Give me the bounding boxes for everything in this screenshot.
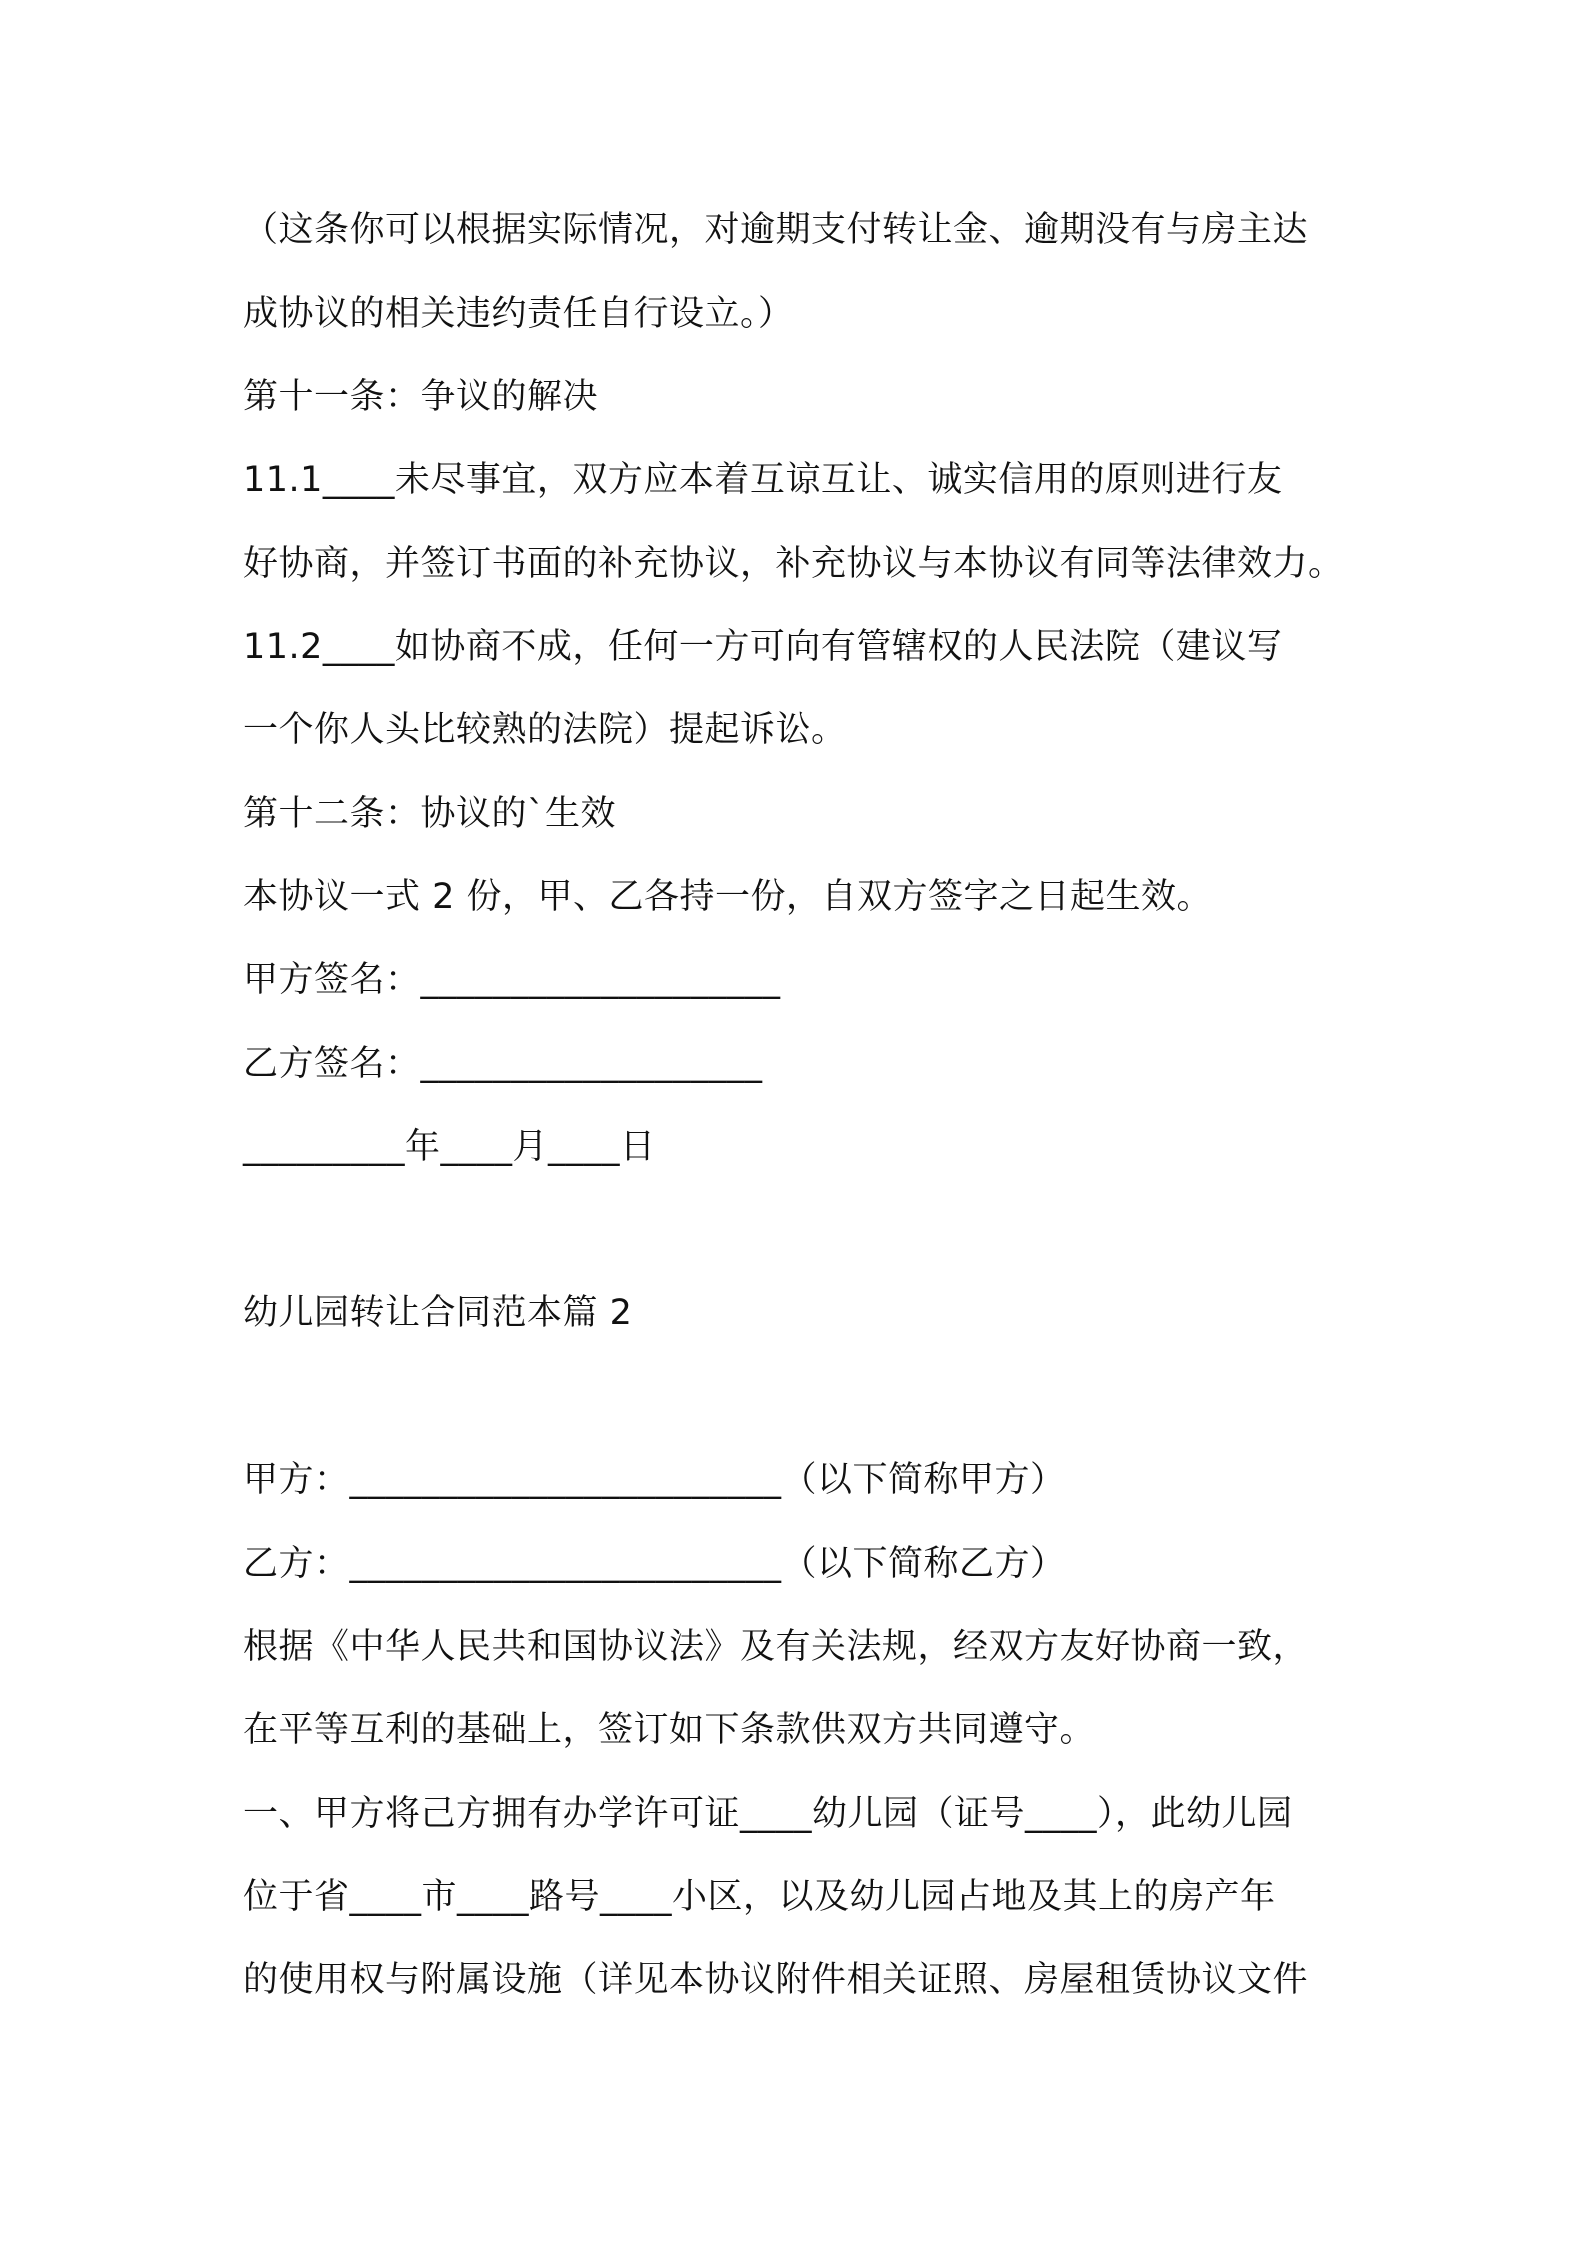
date-line: _________年____月____日 <box>243 1127 656 1167</box>
preamble-line-1: 根据《中华人民共和国协议法》及有关法规，经双方友好协商一致， <box>243 1627 1309 1667</box>
paragraph-note-line-1: （这条你可以根据实际情况，对逾期支付转让金、逾期没有与房主达 <box>243 210 1309 250</box>
party-b-line: 乙方：________________________（以下简称乙方） <box>243 1544 1066 1584</box>
paragraph-note-line-2: 成协议的相关违约责任自行设立。） <box>243 294 794 334</box>
clause-11-1-line-2: 好协商，并签订书面的补充协议，补充协议与本协议有同等法律效力。 <box>243 544 1344 584</box>
clause-12-text: 本协议一式 2 份，甲、乙各持一份，自双方签字之日起生效。 <box>243 877 1213 917</box>
party-a-signature-line: 甲方签名：____________________ <box>243 960 781 1000</box>
clause-1-line-1: 一、甲方将己方拥有办学许可证____幼儿园（证号____），此幼儿园 <box>243 1794 1293 1834</box>
section-heading-article-12: 第十二条：协议的`生效 <box>243 794 617 834</box>
section-heading-article-11: 第十一条：争议的解决 <box>243 377 599 417</box>
clause-1-line-3: 的使用权与附属设施（详见本协议附件相关证照、房屋租赁协议文件 <box>243 1960 1309 2000</box>
clause-11-2-line-2: 一个你人头比较熟的法院）提起诉讼。 <box>243 710 847 750</box>
clause-1-line-2: 位于省____市____路号____小区，以及幼儿园占地及其上的房产年 <box>243 1877 1276 1917</box>
preamble-line-2: 在平等互利的基础上，签订如下条款供双方共同遵守。 <box>243 1710 1096 1750</box>
clause-11-2-line-1: 11.2____如协商不成，任何一方可向有管辖权的人民法院（建议写 <box>243 627 1283 667</box>
party-a-line: 甲方：________________________（以下简称甲方） <box>243 1460 1066 1500</box>
party-b-signature-line: 乙方签名：___________________ <box>243 1044 763 1084</box>
document-title-part-2: 幼儿园转让合同范本篇 2 <box>243 1293 633 1333</box>
clause-11-1-line-1: 11.1____未尽事宜，双方应本着互谅互让、诚实信用的原则进行友 <box>243 460 1283 500</box>
